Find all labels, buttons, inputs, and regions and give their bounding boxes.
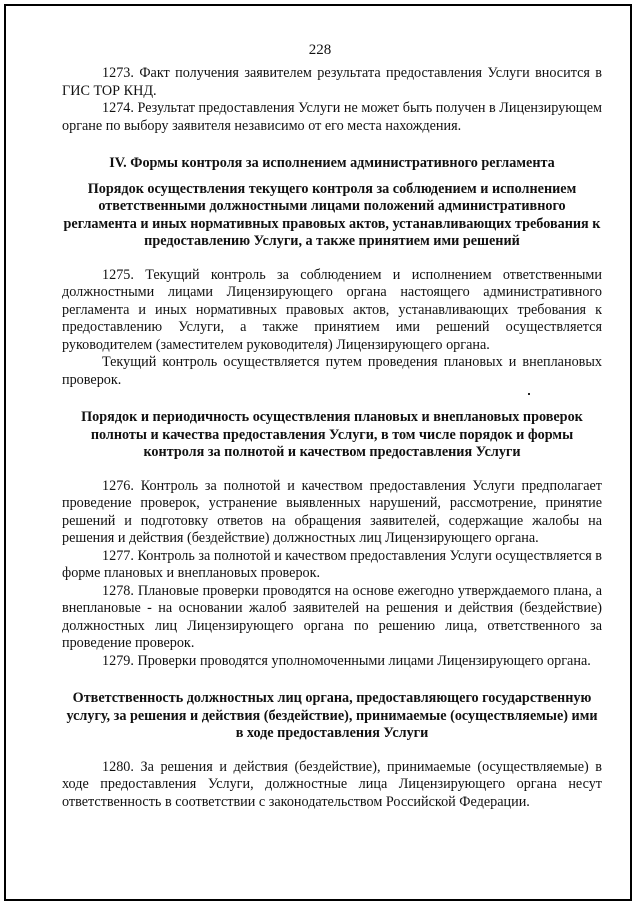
section-title: IV. Формы контроля за исполнением административного регламента bbox=[109, 155, 555, 171]
paragraph-1275-continuation: Текущий контроль осуществляется путем проведения плановых и внеплановых проверок. bbox=[62, 354, 602, 388]
subsection-title-inspections: Порядок и периодичность осуществления плановых и внеплановых проверок полноты и качества предоставления Услуги, в том числе порядок и формы контроля за полнотой и качеством предоставления Услуги bbox=[81, 409, 583, 460]
paragraph-1275: 1275. Текущий контроль за соблюдением и исполнением ответственными должностными лицами Лицензирующего органа настоящего административного регламента и иных нормативных правовых актов, устанавливающих требования к предоставлению Услуги, а также принятием ими решений осуществляется руководителем (заместителем руководителя) Лицензирующего органа. bbox=[62, 266, 602, 353]
paragraph-1278: 1278. Плановые проверки проводятся на основе ежегодно утверждаемого плана, а внеплановые - на основании жалоб заявителей на решения и действия (бездействие) должностных лиц Лицензирующего органа по решению лица, ответственного за проведение проверок. bbox=[62, 582, 602, 651]
subsection-title-responsibility: Ответственность должностных лиц органа, предоставляющего государственную услугу, за решения и действия (бездействие), принимаемые (осуществляемые) ими в ходе предоставления Услуги bbox=[66, 690, 598, 741]
paragraph-1274: 1274. Результат предоставления Услуги не может быть получен в Лицензирующем органе по выбору заявителя независимо от его места нахождения. bbox=[62, 100, 602, 134]
page-number: 228 bbox=[308, 42, 332, 58]
paragraph-1280: 1280. За решения и действия (бездействие), принимаемые (осуществляемые) в ходе предоставления Услуги, должностные лица Лицензирующего органа несут ответственность в соответствии с законодательством Российской Федерации. bbox=[62, 758, 602, 810]
subsection-title-current-control: Порядок осуществления текущего контроля за соблюдением и исполнением ответственными должностными лицами положений административного регламента и иных нормативных правовых актов, устанавливающих требования к предоставлению Услуги, а также принятием ими решений bbox=[63, 180, 601, 249]
scan-speck bbox=[528, 393, 530, 395]
paragraph-1273: 1273. Факт получения заявителем результата предоставления Услуги вносится в ГИС ТОР КНД. bbox=[62, 65, 602, 99]
document-body bbox=[62, 65, 602, 811]
paragraph-1279: 1279. Проверки проводятся уполномоченными лицами Лицензирующего органа. bbox=[102, 652, 591, 669]
paragraph-1277: 1277. Контроль за полнотой и качеством предоставления Услуги осуществляется в форме плановых и внеплановых проверок. bbox=[62, 547, 602, 581]
paragraph-1276: 1276. Контроль за полнотой и качеством предоставления Услуги предполагает проведение проверок, устранение выявленных нарушений, рассмотрение, принятие решений и подготовку ответов на обращения заявителей, содержащие жалобы на решения и действия (бездействие) должностных лиц Лицензирующего органа. bbox=[62, 477, 602, 546]
